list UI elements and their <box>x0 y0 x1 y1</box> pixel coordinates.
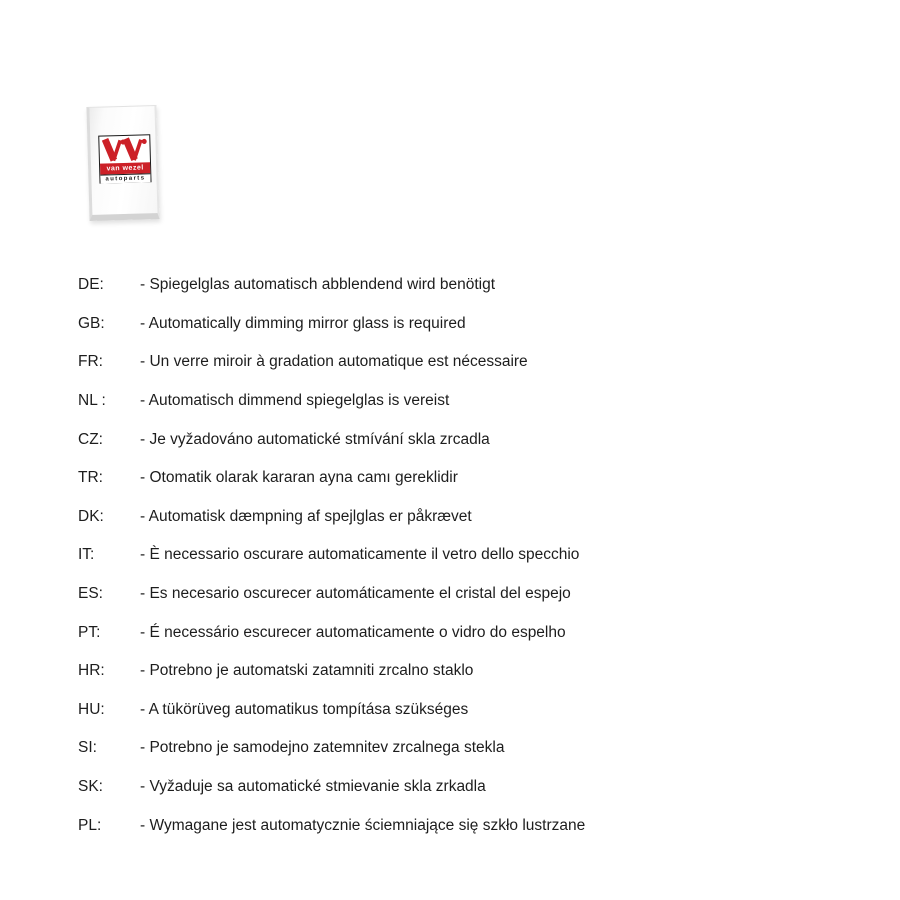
language-code: TR: <box>78 469 103 487</box>
brand-name-label: van wezel <box>100 162 150 174</box>
translation-text: - Potrebno je automatski zatamniti zrcalno staklo <box>140 662 474 680</box>
translation-row <box>78 382 798 421</box>
language-code: DE: <box>78 276 104 294</box>
translation-text: - Je vyžadováno automatické stmívání skla zrcadla <box>140 430 490 448</box>
translation-row <box>78 266 798 305</box>
translation-row <box>78 806 798 845</box>
translation-row <box>78 420 798 459</box>
translation-text: - Un verre miroir à gradation automatique est nécessaire <box>140 353 528 371</box>
translation-text: - Automatically dimming mirror glass is required <box>140 314 466 332</box>
translation-row <box>78 498 798 537</box>
translation-list <box>78 266 798 845</box>
language-code: IT: <box>78 546 95 564</box>
language-code: HU: <box>78 700 105 718</box>
language-code: SK: <box>78 778 103 796</box>
language-code: GB: <box>78 314 105 332</box>
translation-row <box>78 691 798 730</box>
translation-text: - Es necesario oscurecer automáticamente el cristal del espejo <box>140 585 571 603</box>
translation-row <box>78 768 798 807</box>
vw-monogram-icon <box>99 135 150 163</box>
van-wezel-logo <box>98 134 151 183</box>
brand-logo-card <box>86 105 159 221</box>
translation-text: - A tükörüveg automatikus tompítása szükséges <box>140 700 469 718</box>
language-code: SI: <box>78 739 97 757</box>
language-code: CZ: <box>78 430 103 448</box>
translation-text: - Wymagane jest automatycznie ściemniające się szkło lustrzane <box>140 816 586 834</box>
translation-row <box>78 305 798 344</box>
translation-text: - É necessário escurecer automaticamente o vidro do espelho <box>140 623 566 641</box>
translation-row <box>78 729 798 768</box>
language-code: ES: <box>78 585 103 603</box>
translation-row <box>78 343 798 382</box>
translation-row <box>78 613 798 652</box>
translation-text: - Automatisk dæmpning af spejlglas er påkrævet <box>140 507 472 525</box>
translation-text: - Automatisch dimmend spiegelglas is vereist <box>140 392 450 410</box>
brand-sub-label: autoparts <box>100 173 150 183</box>
language-code: FR: <box>78 353 103 371</box>
translation-text: - Potrebno je samodejno zatemnitev zrcalnega stekla <box>140 739 505 757</box>
translation-row <box>78 652 798 691</box>
translation-row <box>78 536 798 575</box>
language-code: PL: <box>78 816 102 834</box>
translation-row <box>78 459 798 498</box>
translation-text: - Otomatik olarak kararan ayna camı gereklidir <box>140 469 458 487</box>
language-code: NL : <box>78 392 106 410</box>
translation-text: - È necessario oscurare automaticamente il vetro dello specchio <box>140 546 580 564</box>
language-code: DK: <box>78 507 104 525</box>
translation-row <box>78 575 798 614</box>
translation-text: - Vyžaduje sa automatické stmievanie skla zrkadla <box>140 778 486 796</box>
language-code: HR: <box>78 662 105 680</box>
language-code: PT: <box>78 623 101 641</box>
translation-text: - Spiegelglas automatisch abblendend wird benötigt <box>140 276 496 294</box>
